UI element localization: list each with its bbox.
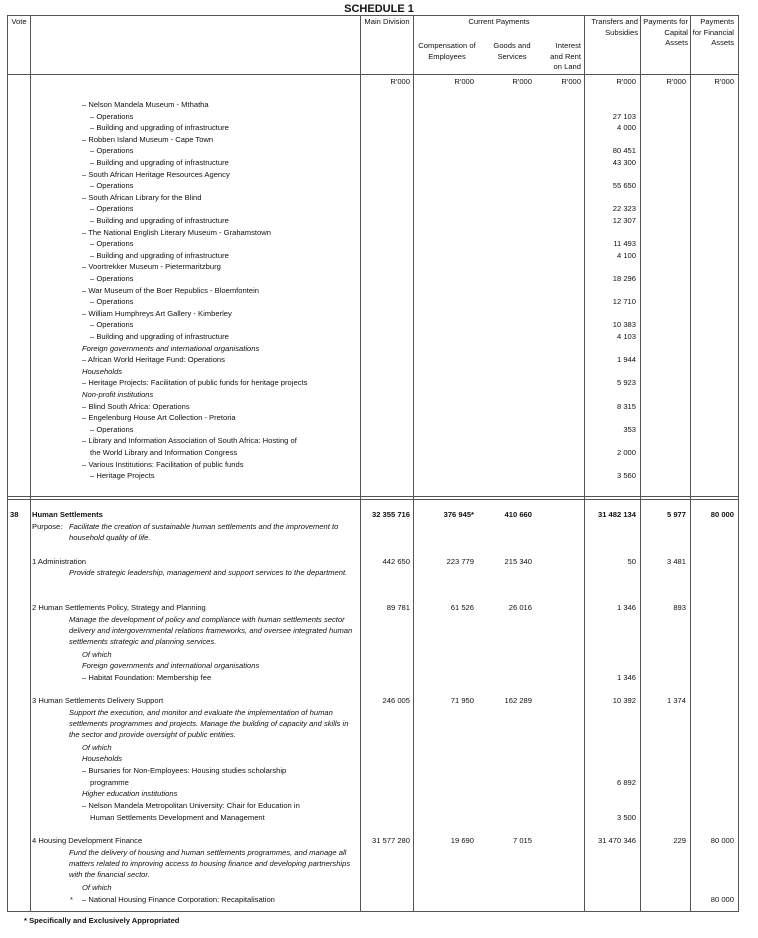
- category-label: Foreign governments and international organisations: [82, 343, 260, 353]
- vote-capital-total: 5 977: [666, 510, 686, 519]
- list-item-label: – African World Heritage Fund: Operations: [82, 355, 225, 365]
- sub-item-label: – Bursaries for Non-Employees: Housing studies scholarship: [82, 766, 287, 775]
- programme-goods: 162 289: [504, 696, 532, 705]
- programme-description: Support the execution, and monitor and evaluate the implementation of human settlements programmes and projects. Manage the building of capacity and skills in the sector and provide oversight of public entities.: [69, 708, 349, 739]
- list-item-label: – Voortrekker Museum - Pietermaritzburg: [82, 262, 221, 272]
- transfer-value: 5 923: [616, 378, 636, 388]
- programme-financial: 80 000: [710, 836, 734, 845]
- programme-description: Fund the delivery of housing and human settlements programmes, and manage all matters related to improving access to housing finance and developing partnerships with the financial sector.: [69, 848, 351, 879]
- list-item-label: – Operations: [90, 111, 134, 121]
- transfer-value: 10 383: [612, 320, 636, 330]
- programme-transfers: 10 392: [612, 696, 636, 705]
- sub-item-value: 1 346: [616, 673, 636, 682]
- vote-number: 38: [10, 510, 19, 519]
- list-item-label: – The National English Literary Museum - Grahamstown: [82, 227, 271, 237]
- list-item-label: – Blind South Africa: Operations: [82, 401, 190, 411]
- list-item-label: – Nelson Mandela Museum - Mthatha: [82, 100, 209, 109]
- list-item-label: – Robben Island Museum - Cape Town: [82, 134, 214, 144]
- list-item-label: – Operations: [90, 204, 134, 214]
- list-item-label: – Building and upgrading of infrastructure: [90, 216, 229, 225]
- programme-main: 89 781: [386, 603, 410, 612]
- list-item-label: – William Humphreys Art Gallery - Kimberley: [82, 308, 232, 318]
- unit-label: R'000: [714, 77, 734, 86]
- programme-name: 2 Human Settlements Policy, Strategy and Planning: [32, 603, 206, 612]
- header-vote: Vote: [11, 17, 27, 26]
- appropriated-marker: *: [70, 895, 73, 904]
- list-item-label: – Operations: [90, 424, 134, 434]
- programme-capital: 893: [673, 603, 686, 612]
- unit-label: R'000: [454, 77, 474, 86]
- transfer-value: 4 100: [616, 250, 636, 260]
- sub-item-value: 6 892: [616, 778, 636, 787]
- header-interest-rent: Interest and Rent on Land: [550, 41, 581, 71]
- list-item-label: – Operations: [90, 146, 134, 156]
- list-item-label: – Building and upgrading of infrastructure: [90, 250, 229, 260]
- programme-compensation: 19 690: [450, 836, 474, 845]
- list-item-label: – Heritage Projects: Facilitation of public funds for heritage projects: [82, 378, 308, 388]
- programme-main: 31 577 280: [371, 836, 410, 845]
- header-main-division: Main Division: [364, 17, 410, 26]
- unit-label: R'000: [390, 77, 410, 86]
- transfer-value: 2 000: [616, 448, 636, 457]
- header-current-payments: Current Payments: [468, 17, 530, 26]
- programme-description: Manage the development of policy and compliance with human settlements sector delivery and intergovernmental relations frameworks, and oversee integrated human settlements strategic and planning services.: [69, 615, 353, 646]
- transfer-value: 80 451: [612, 146, 636, 156]
- list-item-label: the World Library and Information Congress: [90, 448, 238, 457]
- programme-compensation: 61 526: [450, 603, 474, 612]
- programme-compensation: 223 779: [446, 557, 474, 566]
- list-item-label: – War Museum of the Boer Republics - Bloemfontein: [82, 285, 259, 295]
- col-divider: [584, 15, 585, 912]
- programme-name: 1 Administration: [32, 557, 87, 566]
- programme-capital: 3 481: [666, 557, 686, 566]
- transfer-value: 353: [623, 424, 636, 434]
- list-item-label: – Building and upgrading of infrastructure: [90, 123, 229, 133]
- transfer-value: 55 650: [612, 181, 636, 191]
- col-divider: [690, 15, 691, 912]
- programme-goods: 26 016: [508, 603, 532, 612]
- vote-transfers-total: 31 482 134: [597, 510, 636, 519]
- unit-label: R'000: [561, 77, 581, 86]
- programme-description: Provide strategic leadership, management and support services to the department.: [69, 568, 348, 577]
- category-label: Households: [82, 366, 123, 376]
- sub-item-label: – National Housing Finance Corporation: Recapitalisation: [82, 895, 275, 904]
- list-item-label: – South African Heritage Resources Agency: [82, 169, 230, 179]
- col-divider: [360, 15, 361, 912]
- transfer-value: 4 000: [616, 123, 636, 133]
- col-divider: [413, 15, 414, 912]
- programme-capital: 1 374: [666, 696, 686, 705]
- of-which-label: Of which: [82, 883, 112, 892]
- transfer-value: 27 103: [612, 111, 636, 121]
- transfer-value: 43 300: [612, 158, 636, 167]
- programme-compensation: 71 950: [450, 696, 474, 705]
- sub-item-value: 80 000: [710, 895, 734, 904]
- header-financial-assets: Payments for Financial Assets: [692, 17, 734, 47]
- unit-label: R'000: [512, 77, 532, 86]
- category-label: Higher education institutions: [82, 789, 178, 798]
- header-rule: [7, 74, 738, 75]
- unit-label: R'000: [666, 77, 686, 86]
- programme-main: 442 650: [382, 557, 410, 566]
- programme-name: 4 Housing Development Finance: [32, 836, 143, 845]
- transfer-value: 8 315: [616, 401, 636, 411]
- purpose-text: Facilitate the creation of sustainable human settlements and the improvement to household quality of life.: [69, 522, 339, 542]
- transfer-value: 1 944: [616, 355, 636, 365]
- list-item-label: – Operations: [90, 239, 134, 249]
- programme-transfers: 50: [627, 557, 636, 566]
- col-divider: [640, 15, 641, 912]
- col-divider: [30, 15, 31, 912]
- category-label: Households: [82, 754, 123, 763]
- programme-transfers: 1 346: [616, 603, 636, 612]
- list-item-label: – Various Institutions: Facilitation of public funds: [82, 459, 244, 469]
- list-item-label: – Building and upgrading of infrastructure: [90, 158, 229, 167]
- list-item-label: – Heritage Projects: [90, 471, 155, 481]
- sub-item-label-cont: programme: [90, 778, 129, 787]
- transfer-value: 12 307: [612, 216, 636, 225]
- vote-main-total: 32 355 716: [371, 510, 410, 519]
- vote-divider-rule: [7, 499, 738, 500]
- list-item-label: – Operations: [90, 320, 134, 330]
- header-transfers: Transfers and Subsidies: [591, 17, 638, 37]
- programme-goods: 7 015: [512, 836, 532, 845]
- sub-item-label-cont: Human Settlements Development and Management: [90, 813, 265, 822]
- transfer-value: 12 710: [612, 297, 636, 307]
- footnote: * Specifically and Exclusively Appropriated: [24, 916, 180, 925]
- programme-transfers: 31 470 346: [597, 836, 636, 845]
- list-item-label: – Library and Information Association of South Africa: Hosting of: [82, 436, 297, 446]
- programme-capital: 229: [673, 836, 686, 845]
- of-which-label: Of which: [82, 743, 112, 752]
- vote-financial-total: 80 000: [710, 510, 734, 519]
- list-item-label: – Operations: [90, 181, 134, 191]
- sub-item-value: 3 500: [616, 813, 636, 822]
- programme-main: 246 005: [382, 696, 410, 705]
- transfer-value: 11 493: [613, 239, 636, 249]
- purpose-label: Purpose:: [32, 522, 63, 531]
- sub-item-label: – Habitat Foundation: Membership fee: [82, 673, 212, 682]
- unit-label: R'000: [616, 77, 636, 86]
- transfer-value: 4 103: [616, 332, 636, 341]
- programme-name: 3 Human Settlements Delivery Support: [32, 696, 164, 705]
- category-label: Non-profit institutions: [82, 390, 154, 399]
- programme-goods: 215 340: [504, 557, 532, 566]
- transfer-value: 22 323: [612, 204, 636, 214]
- header-capital-assets: Payments for Capital Assets: [643, 17, 688, 47]
- vote-compensation-total: 376 945*: [443, 510, 474, 519]
- of-which-label: Of which: [82, 650, 112, 659]
- schedule-title: SCHEDULE 1: [344, 3, 414, 15]
- vote-name: Human Settlements: [32, 510, 103, 519]
- transfer-value: 18 296: [612, 274, 636, 283]
- header-goods-services: Goods and Services: [493, 41, 531, 61]
- list-item-label: – Building and upgrading of infrastructure: [90, 332, 229, 341]
- category-label: Foreign governments and international organisations: [82, 661, 260, 670]
- list-item-label: – South African Library for the Blind: [82, 192, 202, 202]
- vote-divider-rule: [7, 496, 738, 497]
- list-item-label: – Engelenburg House Art Collection - Pretoria: [82, 413, 236, 423]
- header-compensation: Compensation of Employees: [418, 41, 476, 61]
- list-item-label: – Operations: [90, 274, 134, 283]
- list-item-label: – Operations: [90, 297, 134, 307]
- transfer-value: 3 560: [616, 471, 636, 481]
- vote-goods-total: 410 660: [504, 510, 532, 519]
- sub-item-label: – Nelson Mandela Metropolitan University: Chair for Education in: [82, 801, 300, 810]
